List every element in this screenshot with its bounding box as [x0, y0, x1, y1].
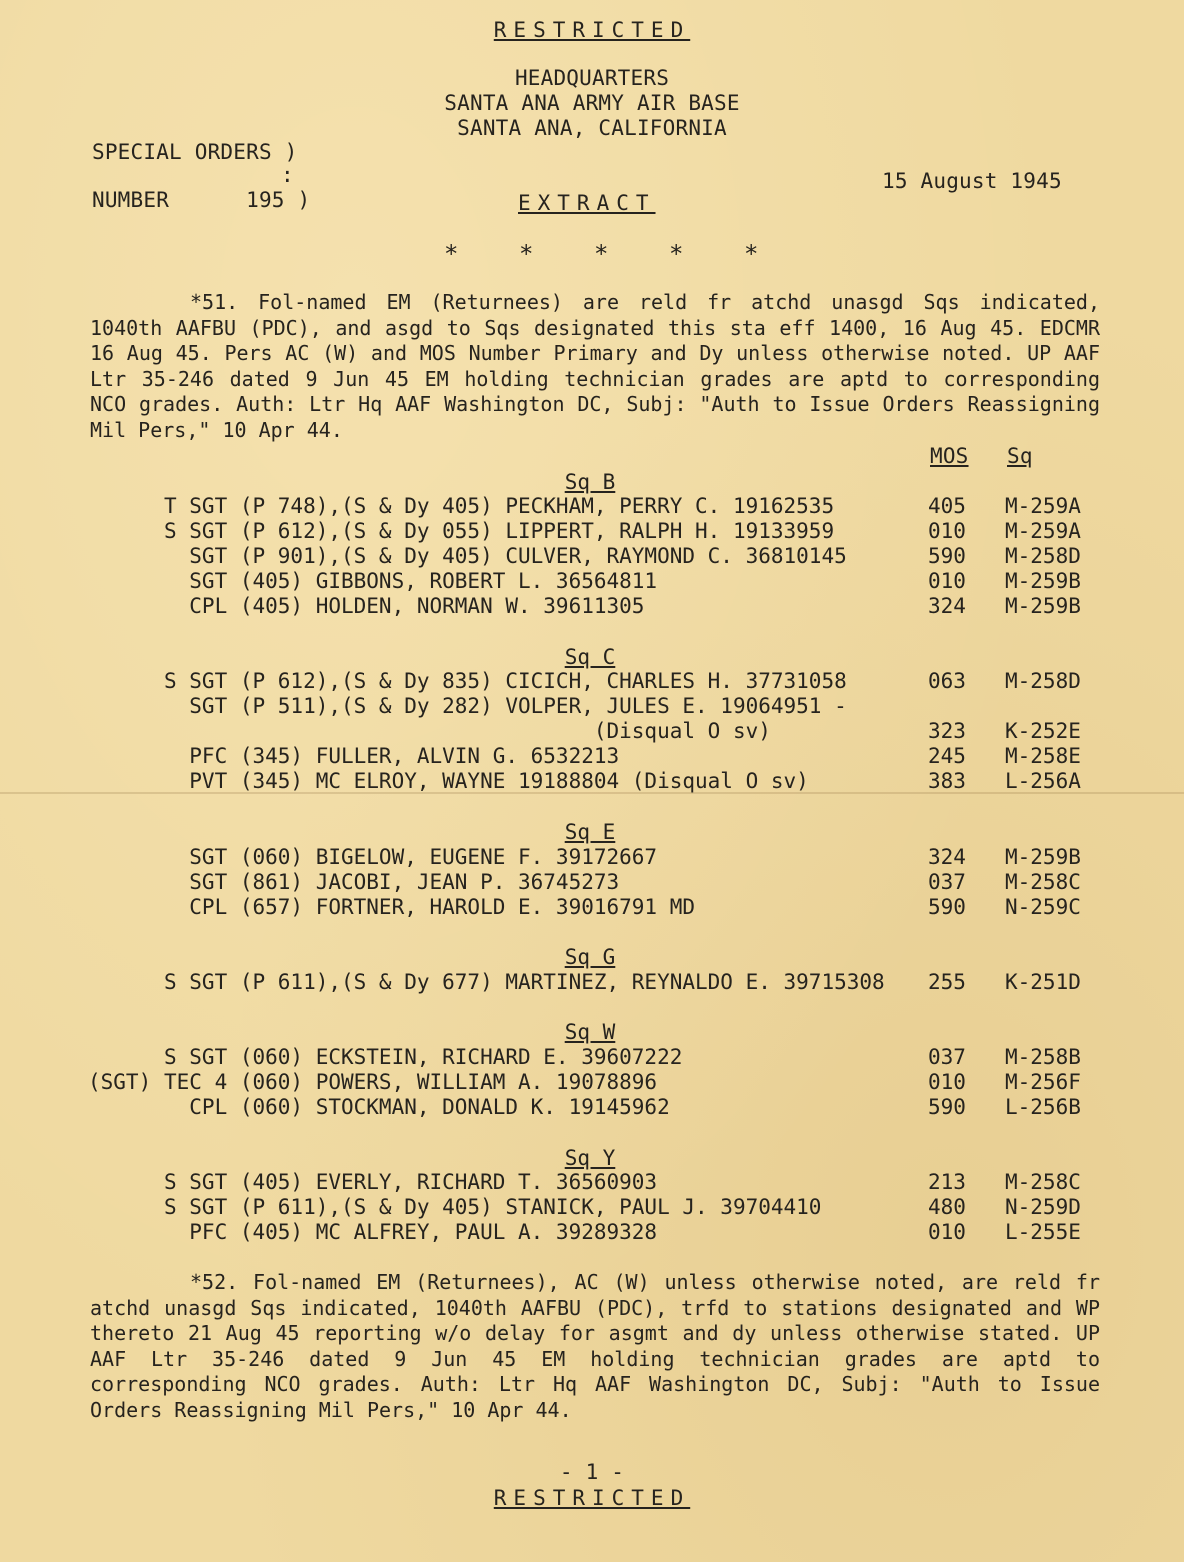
- personnel-row: [0, 1095, 1184, 1120]
- hq-line-3: SANTA ANA, CALIFORNIA: [457, 116, 727, 140]
- personnel-row: [0, 494, 1184, 519]
- personnel-sq: M-259A: [1005, 519, 1081, 543]
- personnel-mos: 010: [928, 1070, 966, 1094]
- group-title: Sq C: [564, 645, 616, 669]
- paragraph-52: *52. Fol-named EM (Returnees), AC (W) unless otherwise noted, are reld fr atchd unasgd Sqs indicated, 1040th AAFBU (PDC), trfd to stations designated and WP thereto 21 Aug 45 reporting w/o delay for asgmt and dy unless otherwise stated. UP AAF Ltr 35-246 dated 9 Jun 45 EM holding technician grades are aptd to corresponding NCO grades. Auth: Ltr Hq AAF Washington DC, Subj: "Auth to Issue Orders Reassigning Mil Pers," 10 Apr 44.: [90, 1270, 1100, 1422]
- personnel-mos: 590: [928, 1095, 966, 1119]
- special-orders-colon: :: [281, 163, 294, 187]
- personnel-row: [0, 594, 1184, 619]
- personnel-sq: M-259A: [1005, 494, 1081, 518]
- hq-line-1: HEADQUARTERS: [514, 66, 670, 90]
- extract-heading: EXTRACT: [518, 191, 656, 215]
- personnel-sq: L-255E: [1005, 1220, 1081, 1244]
- personnel-name: CPL (405) HOLDEN, NORMAN W. 39611305: [164, 594, 645, 618]
- group-title: Sq E: [564, 820, 616, 844]
- separator-star: *: [444, 240, 459, 268]
- personnel-mos: 063: [928, 669, 966, 693]
- personnel-name: PFC (405) MC ALFREY, PAUL A. 39289328: [164, 1220, 658, 1244]
- order-date: 15 August 1945: [882, 169, 1062, 193]
- personnel-sq: M-258C: [1005, 1170, 1081, 1194]
- personnel-name: (Disqual O sv): [164, 719, 771, 743]
- personnel-mos: 037: [928, 1045, 966, 1069]
- personnel-sq: L-256A: [1005, 769, 1081, 793]
- personnel-mos: 010: [928, 519, 966, 543]
- personnel-row: [0, 870, 1184, 895]
- personnel-sq: M-258C: [1005, 870, 1081, 894]
- personnel-row: [0, 1170, 1184, 1195]
- personnel-name: PFC (345) FULLER, ALVIN G. 6532213: [164, 744, 620, 768]
- group-title: Sq B: [564, 470, 616, 494]
- personnel-row: [0, 895, 1184, 920]
- special-orders-label: SPECIAL ORDERS ): [92, 140, 298, 164]
- separator-star: *: [744, 240, 759, 268]
- personnel-row: [0, 519, 1184, 544]
- separator-star: *: [594, 240, 609, 268]
- hq-line-2: SANTA ANA ARMY AIR BASE: [444, 91, 740, 115]
- personnel-name: SGT (861) JACOBI, JEAN P. 36745273: [164, 870, 620, 894]
- personnel-sq: M-258D: [1005, 544, 1081, 568]
- personnel-row: [0, 1195, 1184, 1220]
- personnel-mos: 010: [928, 1220, 966, 1244]
- personnel-mos: 324: [928, 845, 966, 869]
- personnel-row: [0, 694, 1184, 719]
- personnel-name: S SGT (P 611),(S & Dy 405) STANICK, PAUL J. 39704410: [164, 1195, 822, 1219]
- personnel-sq: N-259C: [1005, 895, 1081, 919]
- personnel-sq: M-256F: [1005, 1070, 1081, 1094]
- column-header-sq: Sq: [1007, 444, 1033, 468]
- group-title: Sq G: [564, 945, 616, 969]
- personnel-mos: 383: [928, 769, 966, 793]
- personnel-name: CPL (060) STOCKMAN, DONALD K. 19145962: [164, 1095, 670, 1119]
- personnel-mos: 037: [928, 870, 966, 894]
- personnel-sq: M-258D: [1005, 669, 1081, 693]
- personnel-mos: 480: [928, 1195, 966, 1219]
- personnel-mos: 405: [928, 494, 966, 518]
- personnel-name: S SGT (405) EVERLY, RICHARD T. 36560903: [164, 1170, 658, 1194]
- group-title: Sq Y: [564, 1146, 616, 1170]
- personnel-row: [0, 845, 1184, 870]
- personnel-sq: M-258E: [1005, 744, 1081, 768]
- page-number: - 1 -: [559, 1460, 625, 1484]
- personnel-name: TEC 4 (060) POWERS, WILLIAM A. 19078896: [164, 1070, 658, 1094]
- personnel-sq: L-256B: [1005, 1095, 1081, 1119]
- group-title: Sq W: [564, 1020, 616, 1044]
- personnel-sq: K-251D: [1005, 970, 1081, 994]
- classification-top: RESTRICTED: [493, 18, 691, 42]
- personnel-mos: 255: [928, 970, 966, 994]
- personnel-name: SGT (P 901),(S & Dy 405) CULVER, RAYMOND C. 36810145: [164, 544, 847, 568]
- personnel-name: S SGT (P 612),(S & Dy 835) CICICH, CHARLES H. 37731058: [164, 669, 847, 693]
- personnel-row: [0, 744, 1184, 769]
- personnel-row: [0, 669, 1184, 694]
- classification-bottom: RESTRICTED: [493, 1486, 691, 1510]
- personnel-mos: 324: [928, 594, 966, 618]
- personnel-row: [0, 1045, 1184, 1070]
- personnel-name: PVT (345) MC ELROY, WAYNE 19188804 (Disqual O sv): [164, 769, 809, 793]
- personnel-sq: M-259B: [1005, 845, 1081, 869]
- personnel-sq: M-259B: [1005, 594, 1081, 618]
- personnel-mos: 213: [928, 1170, 966, 1194]
- personnel-name: T SGT (P 748),(S & Dy 405) PECKHAM, PERRY C. 19162535: [164, 494, 835, 518]
- personnel-name: S SGT (060) ECKSTEIN, RICHARD E. 39607222: [164, 1045, 683, 1069]
- personnel-row: [0, 1070, 1184, 1095]
- personnel-mos: 323: [928, 719, 966, 743]
- personnel-sq: N-259D: [1005, 1195, 1081, 1219]
- personnel-name: SGT (060) BIGELOW, EUGENE F. 39172667: [164, 845, 658, 869]
- personnel-row: [0, 769, 1184, 794]
- personnel-name: CPL (657) FORTNER, HAROLD E. 39016791 MD: [164, 895, 696, 919]
- column-header-mos: MOS: [930, 444, 969, 468]
- personnel-name: SGT (P 511),(S & Dy 282) VOLPER, JULES E. 19064951 -: [164, 694, 847, 718]
- personnel-sq: M-258B: [1005, 1045, 1081, 1069]
- personnel-prior-grade: (SGT): [88, 1070, 152, 1094]
- personnel-sq: K-252E: [1005, 719, 1081, 743]
- personnel-name: S SGT (P 612),(S & Dy 055) LIPPERT, RALPH H. 19133959: [164, 519, 835, 543]
- separator-star: *: [669, 240, 684, 268]
- order-number: NUMBER 195 ): [92, 188, 311, 212]
- personnel-sq: M-259B: [1005, 569, 1081, 593]
- personnel-name: S SGT (P 611),(S & Dy 677) MARTINEZ, REYNALDO E. 39715308: [164, 970, 885, 994]
- personnel-mos: 590: [928, 895, 966, 919]
- personnel-row: [0, 1220, 1184, 1245]
- paragraph-51: *51. Fol-named EM (Returnees) are reld fr atchd unasgd Sqs indicated, 1040th AAFBU (PDC), and asgd to Sqs designated this sta eff 1400, 16 Aug 45. EDCMR 16 Aug 45. Pers AC (W) and MOS Number Primary and Dy unless otherwise noted. UP AAF Ltr 35-246 dated 9 Jun 45 EM holding technician grades are aptd to corresponding NCO grades. Auth: Ltr Hq AAF Washington DC, Subj: "Auth to Issue Orders Reassigning Mil Pers," 10 Apr 44.: [90, 290, 1100, 442]
- personnel-row: [0, 569, 1184, 594]
- personnel-mos: 010: [928, 569, 966, 593]
- personnel-mos: 245: [928, 744, 966, 768]
- personnel-mos: 590: [928, 544, 966, 568]
- personnel-row: [0, 970, 1184, 995]
- separator-star: *: [519, 240, 534, 268]
- personnel-row: [0, 544, 1184, 569]
- personnel-name: SGT (405) GIBBONS, ROBERT L. 36564811: [164, 569, 658, 593]
- personnel-row: [0, 719, 1184, 744]
